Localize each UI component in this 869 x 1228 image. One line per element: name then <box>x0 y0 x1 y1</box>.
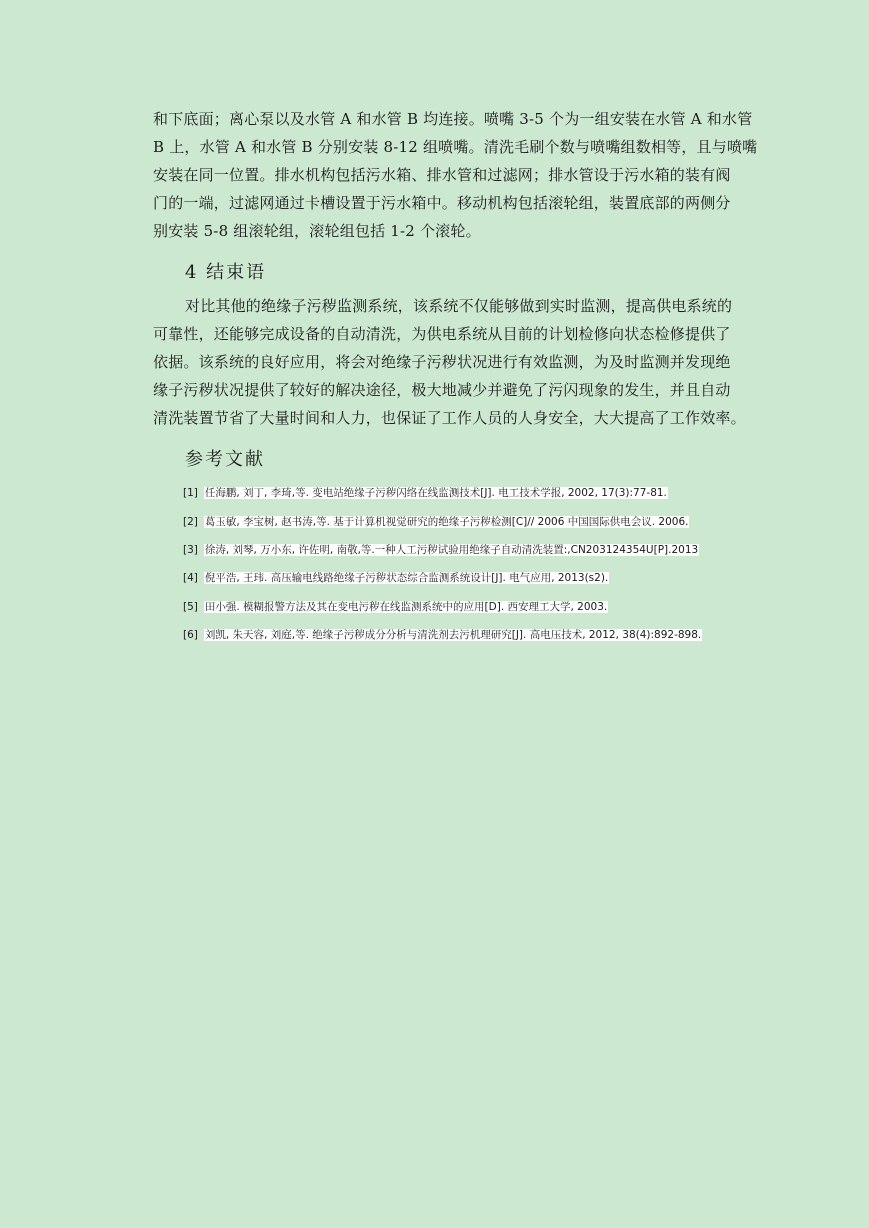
reference-item <box>183 570 609 586</box>
reference-item <box>183 485 668 501</box>
reference-text: 刘凯, 朱天容, 刘庭,等. 绝缘子污秽成分分析与清洗剂去污机理研究[J]. 高电压技术, 2012, 38(4):892-898. <box>204 629 702 641</box>
reference-text: 倪平浩, 王玮. 高压输电线路绝缘子污秽状态综合监测系统设计[J]. 电气应用, 2013(s2). <box>204 572 609 584</box>
paragraph-line: 别安装 5-8 组滚轮组，滚轮组包括 1-2 个滚轮。 <box>153 222 481 240</box>
reference-text: 任海鹏, 刘丁, 李琦,等. 变电站绝缘子污秽闪络在线监测技术[J]. 电工技术学报, 2002, 17(3):77-81. <box>204 487 667 499</box>
reference-text: 田小强. 模糊报警方法及其在变电污秽在线监测系统中的应用[D]. 西安理工大学, 2003. <box>204 601 608 613</box>
paragraph-line: 和下底面；离心泵以及水管 A 和水管 B 均连接。喷嘴 3-5 个为一组安装在水管 A 和水管 <box>153 110 753 128</box>
reference-item <box>183 542 699 558</box>
paragraph-line: 依据。该系统的良好应用，将会对绝缘子污秽状况进行有效监测，为及时监测并发现绝 <box>153 353 731 371</box>
reference-item <box>183 599 608 615</box>
reference-number: [2] <box>183 516 198 528</box>
section-heading-conclusion: 4 结束语 <box>185 262 267 283</box>
reference-number: [6] <box>183 629 198 641</box>
paragraph-line: 可靠性，还能够完成设备的自动清洗，为供电系统从目前的计划检修向状态检修提供了 <box>153 325 731 343</box>
paragraph-line: 门的一端，过滤网通过卡槽设置于污水箱中。移动机构包括滚轮组，装置底部的两侧分 <box>153 194 731 212</box>
paragraph-line: 清洗装置节省了大量时间和人力，也保证了工作人员的人身安全，大大提高了工作效率。 <box>153 409 746 427</box>
reference-number: [5] <box>183 601 198 613</box>
reference-item <box>183 627 702 643</box>
paragraph-line: 缘子污秽状况提供了较好的解决途径，极大地减少并避免了污闪现象的发生，并且自动 <box>153 381 731 399</box>
paragraph-line: 对比其他的绝缘子污秽监测系统，该系统不仅能够做到实时监测，提高供电系统的 <box>185 297 733 315</box>
paragraph-line: 安装在同一位置。排水机构包括污水箱、排水管和过滤网；排水管设于污水箱的装有阀 <box>153 166 731 184</box>
references-heading: 参考文献 <box>185 449 265 470</box>
reference-text: 徐涛, 刘琴, 万小东, 许佐明, 南敬,等.一种人工污秽试验用绝缘子自动清洗装置:,CN203124354U[P].2013 <box>204 544 699 556</box>
reference-number: [1] <box>183 487 198 499</box>
reference-number: [4] <box>183 572 198 584</box>
reference-number: [3] <box>183 544 198 556</box>
reference-item <box>183 514 689 530</box>
paragraph-line: B 上，水管 A 和水管 B 分别安装 8-12 组喷嘴。清洗毛刷个数与喷嘴组数相等，且与喷嘴 <box>153 138 758 156</box>
reference-text: 葛玉敏, 李宝树, 赵书涛,等. 基于计算机视觉研究的绝缘子污秽检测[C]// 2006 中国国际供电会议. 2006. <box>204 516 689 528</box>
